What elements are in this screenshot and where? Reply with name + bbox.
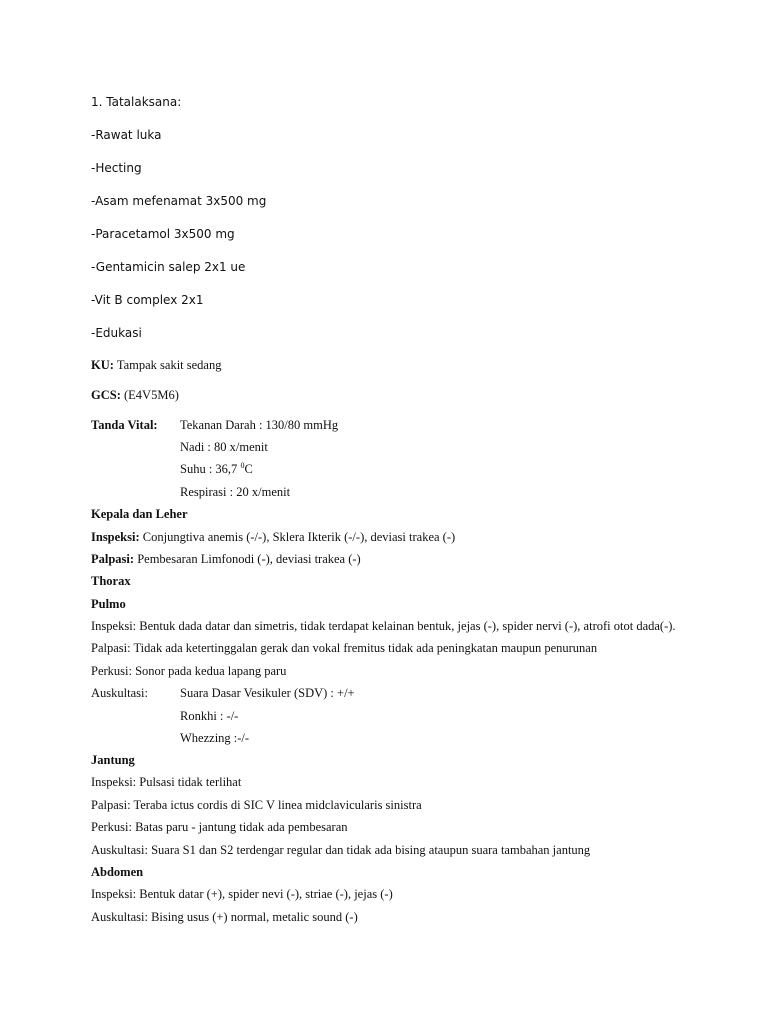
abdomen-heading: Abdomen xyxy=(91,865,144,879)
gcs-line xyxy=(91,387,179,403)
kepala-heading: Kepala dan Leher xyxy=(91,507,188,521)
ku-label: KU: xyxy=(91,358,114,372)
ku-value: Tampak sakit sedang xyxy=(113,358,222,372)
tatalaksana-item: -Paracetamol 3x500 mg xyxy=(91,227,235,241)
pulmo-auskultasi-label: Auskultasi: xyxy=(91,686,148,700)
pulmo-inspeksi: Inspeksi: Bentuk dada datar dan simetris, tidak terdapat kelainan bentuk, jejas (-), spider nervi (-), atrofi otot dada(-). xyxy=(91,619,676,633)
tatalaksana-item: -Edukasi xyxy=(91,326,142,340)
tatalaksana-item: -Asam mefenamat 3x500 mg xyxy=(91,194,267,208)
tatalaksana-item: -Gentamicin salep 2x1 ue xyxy=(91,260,246,274)
jantung-perkusi: Perkusi: Batas paru - jantung tidak ada pembesaran xyxy=(91,820,348,834)
pulmo-wheezing: Whezzing :-/- xyxy=(180,731,250,745)
tanda-vital-label: Tanda Vital: xyxy=(91,418,158,432)
jantung-heading: Jantung xyxy=(91,753,135,767)
tatalaksana-item: -Rawat luka xyxy=(91,128,162,142)
kepala-palpasi: Palpasi: Pembesaran Limfonodi (-), deviasi trakea (-) xyxy=(91,552,361,566)
tekanan-darah: Tekanan Darah : 130/80 mmHg xyxy=(180,418,339,432)
jantung-auskultasi: Auskultasi: Suara S1 dan S2 terdengar regular dan tidak ada bising ataupun suara tambahan jantung xyxy=(91,843,591,857)
gcs-value: (E4V5M6) xyxy=(120,388,179,402)
jantung-palpasi: Palpasi: Teraba ictus cordis di SIC V linea midclavicularis sinistra xyxy=(91,798,422,812)
pulmo-ronkhi: Ronkhi : -/- xyxy=(180,709,239,723)
thorax-heading: Thorax xyxy=(91,574,131,588)
pulmo-perkusi: Perkusi: Sonor pada kedua lapang paru xyxy=(91,664,287,678)
pulmo-palpasi: Palpasi: Tidak ada ketertinggalan gerak dan vokal fremitus tidak ada peningkatan maupun penurunan xyxy=(91,641,598,655)
ku-line xyxy=(91,357,221,373)
abdomen-auskultasi: Auskultasi: Bising usus (+) normal, metalic sound (-) xyxy=(91,910,358,924)
suhu: Suhu : 36,7 $^0$C xyxy=(180,461,253,476)
kepala-inspeksi: Inspeksi: Conjungtiva anemis (-/-), Sklera Ikterik (-/-), deviasi trakea (-) xyxy=(91,530,456,544)
tatalaksana-item: -Hecting xyxy=(91,161,142,175)
degree-mark: 0 xyxy=(240,461,245,470)
nadi: Nadi : 80 x/menit xyxy=(180,440,268,454)
pulmo-heading: Pulmo xyxy=(91,597,126,611)
gcs-label: GCS: xyxy=(91,388,121,402)
jantung-inspeksi: Inspeksi: Pulsasi tidak terlihat xyxy=(91,775,242,789)
tatalaksana-heading: 1. Tatalaksana: xyxy=(91,95,182,109)
tatalaksana-item: -Vit B complex 2x1 xyxy=(91,293,204,307)
abdomen-inspeksi: Inspeksi: Bentuk datar (+), spider nevi (-), striae (-), jejas (-) xyxy=(91,887,393,901)
respirasi: Respirasi : 20 x/menit xyxy=(180,485,291,499)
pulmo-sdv: Suara Dasar Vesikuler (SDV) : +/+ xyxy=(180,686,355,700)
